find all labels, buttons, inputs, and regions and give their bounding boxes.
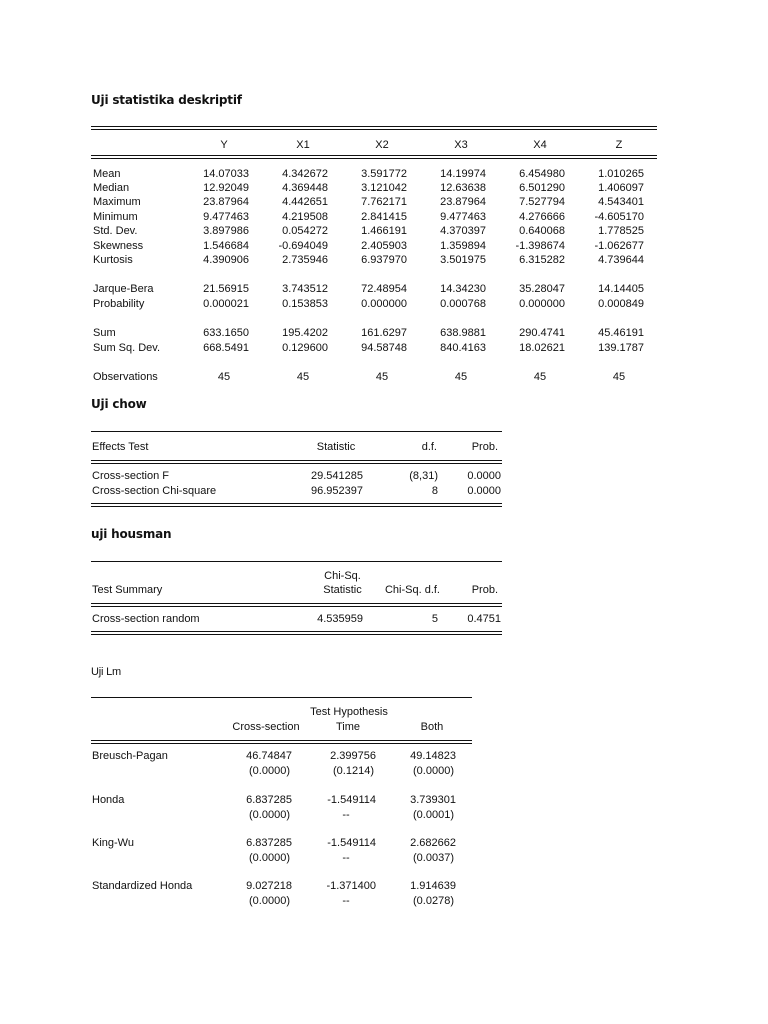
cell-value: 3.501975 <box>440 254 486 266</box>
table1-header-rule <box>91 155 657 159</box>
test-hypothesis-header: Test Hypothesis <box>310 706 388 718</box>
row-label: Median <box>93 182 130 194</box>
cell-prob: (0.1214) <box>333 765 374 777</box>
cell-prob: (0.0000) <box>249 765 290 777</box>
cell-prob: -- <box>342 895 350 907</box>
cell-value: 21.56915 <box>203 283 249 295</box>
cell-value: 7.527794 <box>519 196 565 208</box>
cell-value: 45 <box>217 371 231 383</box>
cell-value: 5 <box>431 613 438 625</box>
column-header: X1 <box>296 139 310 151</box>
table4-header-rule <box>91 740 472 744</box>
cell-value: 0.640068 <box>519 225 565 237</box>
cell-value: 46.74847 <box>246 750 292 762</box>
cell-value: 4.739644 <box>598 254 644 266</box>
cell-value: 9.477463 <box>203 211 249 223</box>
cell-value: 1.778525 <box>598 225 644 237</box>
cell-value: 3.743512 <box>282 283 328 295</box>
cell-value: 1.359894 <box>440 240 486 252</box>
cell-value: 638.9881 <box>440 327 486 339</box>
table3-header-rule <box>91 603 502 607</box>
table4-top-rule <box>91 697 472 698</box>
table2-header-rule <box>91 460 502 464</box>
cell-prob: (0.0000) <box>249 852 290 864</box>
cell-value: 2.405903 <box>361 240 407 252</box>
cell-value: 195.4202 <box>282 327 328 339</box>
cell-value: 4.369448 <box>282 182 328 194</box>
cell-value: 94.58748 <box>361 342 407 354</box>
section2-heading: Uji chow <box>91 397 147 411</box>
cell-value: 4.543401 <box>598 196 644 208</box>
row-label: Cross-section random <box>92 613 200 625</box>
cell-value: -1.398674 <box>515 240 565 252</box>
cell-value: 0.0000 <box>467 485 501 497</box>
effects-test-header: Effects Test <box>92 441 149 453</box>
row-label: Jarque-Bera <box>93 283 154 295</box>
chisq-df-header: Chi-Sq. d.f. <box>384 584 440 596</box>
cell-prob: (0.0000) <box>249 809 290 821</box>
cell-value: 840.4163 <box>440 342 486 354</box>
cell-value: -1.371400 <box>326 880 376 892</box>
cell-value: 45.46191 <box>598 327 644 339</box>
cell-value: -1.062677 <box>594 240 644 252</box>
cell-value: 0.129600 <box>282 342 328 354</box>
cell-value: 0.4751 <box>467 613 501 625</box>
cell-prob: (0.0000) <box>413 765 454 777</box>
row-label: Kurtosis <box>93 254 133 266</box>
cell-value: 2.735946 <box>282 254 328 266</box>
cell-value: -1.549114 <box>327 794 376 806</box>
cell-value: 7.762171 <box>361 196 407 208</box>
cell-value: 2.399756 <box>330 750 376 762</box>
row-label: Mean <box>93 168 121 180</box>
section4-heading: Uji Lm <box>91 666 121 678</box>
cell-value: 8 <box>431 485 438 497</box>
cell-value: 45 <box>533 371 547 383</box>
cell-value: 0.000768 <box>440 298 486 310</box>
column-header: Z <box>615 139 623 151</box>
column-header: X3 <box>454 139 468 151</box>
row-label: Observations <box>93 371 158 383</box>
cell-value: 72.48954 <box>361 283 407 295</box>
cell-value: 14.34230 <box>440 283 486 295</box>
cell-value: 29.541285 <box>311 470 363 482</box>
cell-value: 0.0000 <box>467 470 501 482</box>
cell-value: 45 <box>296 371 310 383</box>
table2-bottom-rule <box>91 503 502 507</box>
cell-value: 0.153853 <box>282 298 328 310</box>
statistic-header: Statistic <box>316 441 356 453</box>
cell-value: 3.121042 <box>361 182 407 194</box>
cell-value: 3.739301 <box>410 794 456 806</box>
column-header: Both <box>420 721 444 733</box>
row-label: Cross-section Chi-square <box>92 485 217 497</box>
table1-top-rule <box>91 126 657 130</box>
cell-value: 18.02621 <box>519 342 565 354</box>
cell-value: 4.219508 <box>282 211 328 223</box>
cell-prob: (0.0001) <box>413 809 454 821</box>
cell-value: 9.477463 <box>440 211 486 223</box>
cell-value: 0.000000 <box>361 298 407 310</box>
cell-value: 45 <box>375 371 389 383</box>
cell-value: 1.466191 <box>361 225 407 237</box>
row-label: Sum <box>93 327 116 339</box>
cell-value: 14.19974 <box>440 168 486 180</box>
test-summary-header: Test Summary <box>92 584 163 596</box>
cell-prob: (0.0278) <box>413 895 454 907</box>
row-label: Breusch-Pagan <box>92 750 168 762</box>
cell-value: 4.442651 <box>282 196 328 208</box>
cell-value: 290.4741 <box>519 327 565 339</box>
column-header: Cross-section <box>232 721 300 733</box>
column-header: X2 <box>375 139 389 151</box>
cell-value: 45 <box>454 371 468 383</box>
prob-header: Prob. <box>471 441 498 453</box>
cell-prob: -- <box>342 852 350 864</box>
cell-value: 0.054272 <box>282 225 328 237</box>
row-label: Honda <box>92 794 125 806</box>
cell-value: 6.937970 <box>361 254 407 266</box>
cell-value: -0.694049 <box>278 240 328 252</box>
cell-value: 4.390906 <box>203 254 249 266</box>
cell-value: 45 <box>612 371 626 383</box>
column-header: X4 <box>533 139 547 151</box>
cell-value: -1.549114 <box>327 837 376 849</box>
table2-top-rule <box>91 431 502 432</box>
cell-value: 3.897986 <box>203 225 249 237</box>
section3-heading: uji housman <box>91 527 172 541</box>
row-label: Standardized Honda <box>92 880 193 892</box>
cell-value: 6.501290 <box>519 182 565 194</box>
row-label: Minimum <box>93 211 138 223</box>
cell-value: 0.000849 <box>598 298 644 310</box>
cell-value: 6.315282 <box>519 254 565 266</box>
cell-value: 12.92049 <box>203 182 249 194</box>
cell-value: (8,31) <box>409 470 438 482</box>
cell-value: 633.1650 <box>203 327 249 339</box>
cell-value: 4.276666 <box>519 211 565 223</box>
cell-value: 2.841415 <box>361 211 407 223</box>
cell-value: 3.591772 <box>361 168 407 180</box>
cell-value: 4.535959 <box>317 613 363 625</box>
column-header: Time <box>335 721 361 733</box>
prob-header: Prob. <box>471 584 498 596</box>
cell-value: 23.87964 <box>440 196 486 208</box>
row-label: Skewness <box>93 240 144 252</box>
chisq-header-top: Chi-Sq. <box>324 570 361 582</box>
cell-value: 4.342672 <box>282 168 328 180</box>
cell-value: 0.000000 <box>519 298 565 310</box>
section1-heading: Uji statistika deskriptif <box>91 93 242 107</box>
cell-value: 1.010265 <box>598 168 644 180</box>
row-label: Maximum <box>93 196 141 208</box>
cell-value: 6.837285 <box>246 794 292 806</box>
cell-value: 161.6297 <box>361 327 407 339</box>
cell-value: 12.63638 <box>440 182 486 194</box>
cell-value: 49.14823 <box>410 750 456 762</box>
cell-value: -4.605170 <box>594 211 644 223</box>
table3-bottom-rule <box>91 631 502 635</box>
cell-value: 6.454980 <box>519 168 565 180</box>
row-label: Sum Sq. Dev. <box>93 342 161 354</box>
cell-value: 668.5491 <box>203 342 249 354</box>
chisq-header-bottom: Statistic <box>323 584 362 596</box>
cell-value: 6.837285 <box>246 837 292 849</box>
row-label: Std. Dev. <box>93 225 138 237</box>
column-header: Y <box>220 139 228 151</box>
cell-value: 9.027218 <box>246 880 292 892</box>
cell-value: 0.000021 <box>203 298 249 310</box>
cell-value: 35.28047 <box>519 283 565 295</box>
cell-value: 2.682662 <box>410 837 456 849</box>
cell-prob: -- <box>342 809 350 821</box>
cell-value: 1.914639 <box>410 880 456 892</box>
table3-top-rule <box>91 561 502 562</box>
cell-value: 4.370397 <box>440 225 486 237</box>
cell-value: 23.87964 <box>203 196 249 208</box>
row-label: Probability <box>93 298 145 310</box>
row-label: Cross-section F <box>92 470 170 482</box>
cell-value: 14.14405 <box>598 283 644 295</box>
cell-value: 1.406097 <box>598 182 644 194</box>
cell-value: 1.546684 <box>203 240 249 252</box>
cell-value: 96.952397 <box>311 485 363 497</box>
cell-value: 139.1787 <box>598 342 644 354</box>
cell-prob: (0.0037) <box>413 852 454 864</box>
cell-value: 14.07033 <box>203 168 249 180</box>
cell-prob: (0.0000) <box>249 895 290 907</box>
row-label: King-Wu <box>92 837 134 849</box>
df-header: d.f. <box>421 441 437 453</box>
